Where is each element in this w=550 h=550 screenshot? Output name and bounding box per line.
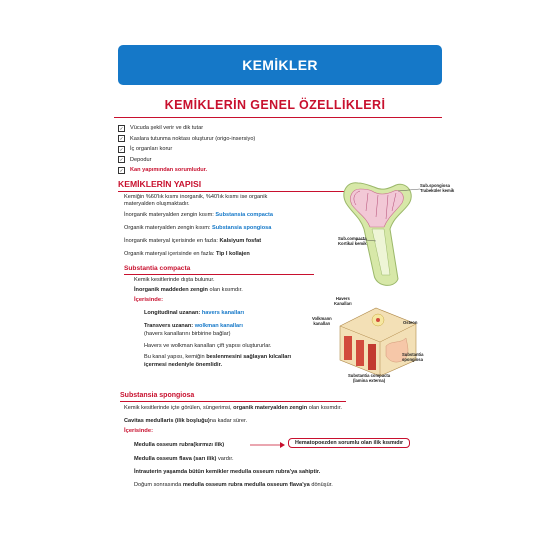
- compacta-line-7: içermesi nedeniyle önemlidir.: [144, 362, 223, 368]
- transverse-note: (havers kanallarını birbirine bağlar): [144, 331, 231, 337]
- compacta-bold: İnorganik maddeden zengin: [134, 287, 208, 293]
- label-text: Substantia compacta: [348, 373, 391, 378]
- birth-line: [134, 482, 333, 489]
- compacta-inside-label: İçerisinde:: [134, 297, 163, 303]
- compacta-line-5: Havers ve wolkman kanalları çift yapısı oluştururlar.: [144, 343, 272, 349]
- section-title: KEMİKLERİN GENEL ÖZELLİKLERİ: [164, 98, 386, 112]
- osteon-column: [368, 344, 376, 370]
- label-substantia-spongiosa: [402, 353, 423, 363]
- spongiosa-line-2: [124, 418, 247, 425]
- label-text: Sub.spongiosa: [420, 183, 451, 188]
- label-osteon: Osteon: [403, 320, 418, 325]
- spongiosa-line-2-rest: na kadar sürer.: [209, 418, 248, 424]
- organic-rich-value: Substansia spongiosa: [212, 225, 272, 231]
- list-item: [118, 123, 255, 134]
- organic-most-prefix: Organik materyal içerisinde en fazla:: [124, 251, 215, 257]
- spongiosa-divider: [120, 401, 346, 402]
- spongiosa-heading: Substansia spongiosa: [120, 392, 195, 399]
- osteon-figure: [330, 296, 425, 376]
- osteon-column: [356, 340, 364, 366]
- general-properties-list: [118, 123, 255, 176]
- list-item-text: Vücuda şekil verir ve dik tutar: [130, 125, 204, 131]
- section-divider: [114, 117, 442, 118]
- havers-canal: [376, 318, 380, 322]
- label-havers: [334, 297, 352, 307]
- inorganic-rich-prefix: İnorganik materyalden zengin kısım:: [124, 212, 214, 218]
- label-sub-spongiosa: [420, 184, 454, 194]
- transverse-prefix: Transvers uzanan:: [144, 323, 194, 329]
- birth-rest: dönüşür.: [311, 482, 333, 488]
- organic-rich-prefix: Organik materyalden zengin kısım:: [124, 225, 211, 231]
- checkbox-icon: ✓: [119, 146, 124, 152]
- spongiosa-line-1-bold: organik materyalden zengin: [233, 405, 308, 411]
- label-volkmann: [312, 317, 332, 327]
- inorganic-rich-value: Substansia compacta: [215, 212, 273, 218]
- list-item: [118, 165, 255, 176]
- flava-rest: vardır.: [217, 456, 234, 462]
- flava-line: [134, 456, 234, 463]
- inorganic-most-value: Kalsiyum fosfat: [219, 238, 262, 244]
- label-text: Volkmann: [312, 316, 332, 321]
- inorganic-most-line: [124, 238, 261, 245]
- birth-bold: medulla osseum rubra medulla osseum flava'ya: [182, 482, 310, 488]
- label-text: spongiosa: [402, 356, 423, 362]
- structure-heading: KEMİKLERİN YAPISI: [118, 179, 202, 189]
- compacta-line-6-bold: beslenmesini sağlayan kılcalları: [206, 354, 292, 360]
- flava-bold: Medulla osseum flava (sarı ilik): [134, 456, 217, 462]
- rubra-note-box: Hematopoezden sorumlu olan ilik kısmıdır: [288, 438, 410, 448]
- spongiosa-line-2-bold: Cavitas medullaris (ilik boşluğu): [124, 418, 210, 424]
- rubra-line: Medulla osseum rubra(kırmızı ilik): [134, 442, 225, 448]
- list-item: [118, 155, 255, 166]
- spongiosa-inside-label: İçerisinde:: [124, 428, 153, 434]
- transverse-line: [144, 323, 243, 330]
- compacta-heading: Substantia compacta: [124, 265, 191, 272]
- label-text: kanalları: [313, 320, 331, 326]
- checkbox-icon: ✓: [119, 136, 124, 142]
- spongiosa-line-1-pre: Kemik kesitlerinde içte görülen, süngerimsi,: [124, 405, 232, 411]
- checkbox-icon: ✓: [119, 125, 124, 131]
- list-item-text: Depodur: [130, 156, 152, 163]
- compacta-line-6: [144, 354, 320, 361]
- list-item: [118, 134, 255, 145]
- label-text: Sub.compacta: [338, 236, 367, 241]
- banner-title: KEMİKLER: [242, 57, 318, 73]
- list-item-text: Kaslara tutunma noktası oluşturur (origo-insersiyo): [130, 135, 256, 142]
- checkbox-icon: ✓: [119, 167, 124, 173]
- list-item: [118, 144, 255, 155]
- osteon-column: [344, 336, 352, 360]
- intro-line-2: materyalden oluşmaktadır.: [124, 201, 190, 207]
- birth-pre: Doğum sonrasında: [134, 482, 182, 488]
- label-text: Kanalları: [334, 300, 352, 306]
- list-item-text: Kan yapımından sorumludur.: [130, 167, 208, 173]
- arrow-right-icon: [250, 441, 286, 449]
- inorganic-most-prefix: İnorganik materyal içerisinde en fazla:: [124, 238, 218, 244]
- inorganic-rich-line: [124, 212, 273, 219]
- label-text: Trabeküler kemik: [420, 187, 455, 193]
- spongiosa-line-1: [124, 405, 342, 412]
- label-text: Substantia: [402, 352, 424, 357]
- label-text: (lamina externa): [353, 377, 386, 383]
- structure-divider: [118, 191, 344, 192]
- label-sub-compacta: [338, 237, 367, 247]
- organic-most-value: Tip I kollajen: [216, 251, 250, 257]
- spongiosa-line-1-rest: olan kısımdır.: [308, 405, 342, 411]
- intrauterin-line: İntrauterin yaşamda bütün kemikler medulla osseum rubra'ya sahiptir.: [134, 469, 321, 475]
- intro-line-1: Kemiğin %60'lık kısmı inorganik, %40'lık kısmı ise organik: [124, 194, 268, 200]
- transverse-value: wolkman kanalları: [194, 323, 243, 329]
- longitudinal-prefix: Longitudinal uzanan:: [144, 310, 201, 316]
- list-item-text: İç organları korur: [130, 146, 173, 152]
- compacta-line-6-pre: Bu kanal yapısı, kemiğin: [144, 354, 205, 360]
- compacta-rest: olan kısımdır.: [209, 287, 243, 293]
- compacta-line-1: Kemik kesitlerinde dışta bulunur.: [134, 277, 215, 283]
- compacta-line-2: [134, 287, 243, 294]
- organic-rich-line: [124, 225, 271, 232]
- compacta-divider: [124, 274, 314, 275]
- label-text: Havers: [335, 296, 350, 301]
- page-banner: [118, 45, 442, 85]
- label-text: Kortikal kemik: [338, 240, 367, 246]
- organic-most-line: [124, 251, 250, 258]
- structure-intro: [124, 194, 344, 208]
- checkbox-icon: ✓: [119, 157, 124, 163]
- longitudinal-line: [144, 310, 244, 317]
- label-substantia-compacta: [348, 374, 390, 384]
- longitudinal-value: havers kanalları: [201, 310, 245, 316]
